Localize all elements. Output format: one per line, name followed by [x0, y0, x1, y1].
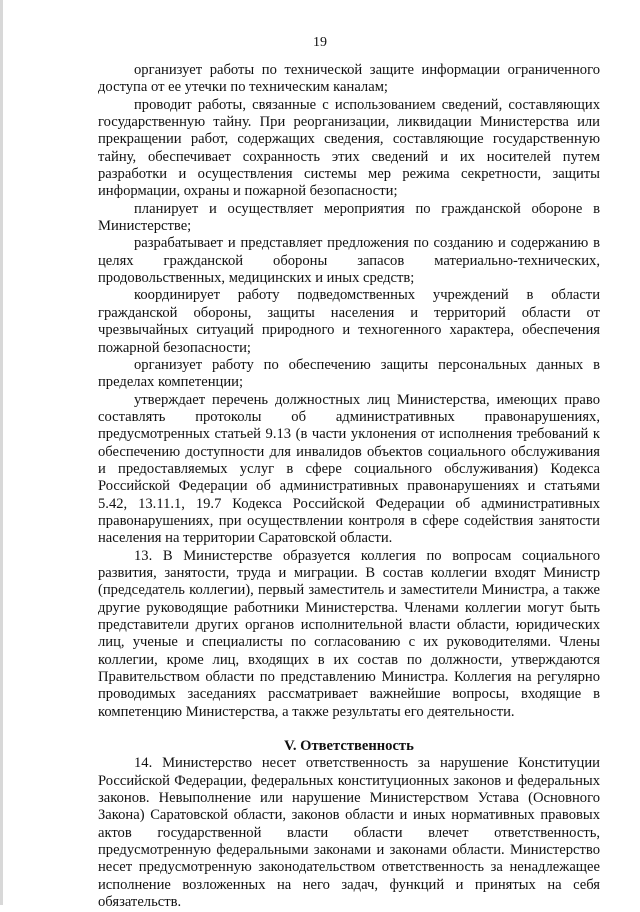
page-number: 19	[313, 35, 327, 50]
section-heading: V. Ответственность	[284, 738, 414, 755]
scan-edge	[0, 0, 3, 905]
paragraph: 13. В Министерстве образуется коллегия по вопросам социального развития, занятости, труда и миграции. В состав коллегии входят Министр (председатель коллегии), первый заместитель и заместители Министра, а также другие руководящие работники Министерства. Членами коллегии могут быть представители других органов исполнительной власти области, юридических лиц, ученые и специалисты по согласованию с их руководителями. Члены коллегии, кроме лиц, входящих в их состав по должности, утверждаются Правительством области по представлению Министра. Коллегия на регулярно проводимых заседаниях рассматривает важнейшие вопросы, входящие в компетенцию Министерства, а также результаты его деятельности.	[98, 547, 600, 720]
paragraph: организует работу по обеспечению защиты персональных данных в пределах компетенции;	[98, 356, 600, 391]
paragraph: разрабатывает и представляет предложения по созданию и содержанию в целях гражданской обороны запасов материально-технических, продовольственных, медицинских и иных средств;	[98, 235, 600, 287]
paragraph: координирует работу подведомственных учреждений в области гражданской обороны, защиты населения и территорий области от чрезвычайных ситуаций природного и техногенного характера, обеспечения пожарной безопасности;	[98, 287, 600, 356]
paragraph: утверждает перечень должностных лиц Министерства, имеющих право составлять протоколы об административных правонарушениях, предусмотренных статьей 9.13 (в части уклонения от исполнения требований к обеспечению доступности для инвалидов объектов социального обслуживания и предоставляемых услуг в сфере социального обслуживания) Кодекса Российской Федерации об административных правонарушениях и статьями 5.42, 13.11.1, 19.7 Кодекса Российской Федерации об административных правонарушениях, при осуществлении контроля в сфере содействия занятости населения на территории Саратовской области.	[98, 391, 600, 547]
paragraph: планирует и осуществляет мероприятия по гражданской обороне в Министерстве;	[98, 200, 600, 235]
paragraph: проводит работы, связанные с использованием сведений, составляющих государственную тайну. При реорганизации, ликвидации Министерства или прекращении работ, содержащих сведения, составляющие государственную тайну, обеспечивает сохранность этих сведений и их носителей путем разработки и осуществления системы мер режима секретности, защиты информации, охраны и пожарной безопасности;	[98, 96, 600, 200]
document-body	[98, 62, 600, 912]
paragraph: организует работы по технической защите информации ограниченного доступа от ее утечки по техническим каналам;	[98, 62, 600, 96]
paragraph: 14. Министерство несет ответственность за нарушение Конституции Российской Федерации, федеральных конституционных законов и федеральных законов. Невыполнение или нарушение Министерством Устава (Основного Закона) Саратовской области, законов области и иных нормативных правовых актов государственной власти области влечет ответственность, предусмотренную федеральными законами и законами области. Министерство несет предусмотренную законодательством ответственность за ненадлежащее исполнение возложенных на него задач, функций и принятых на себя обязательств.	[98, 755, 600, 911]
